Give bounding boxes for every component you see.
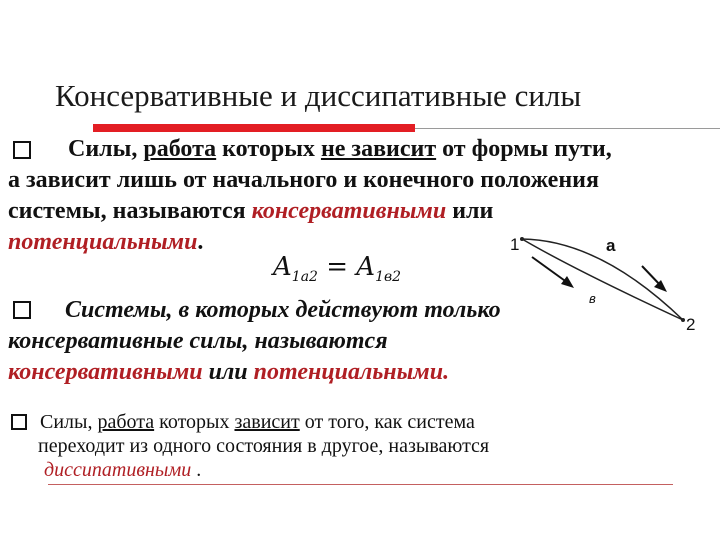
- p3-work: работа: [97, 411, 155, 433]
- p3-text: которых: [154, 411, 235, 433]
- paragraph-dissipative: [38, 410, 489, 482]
- point-2-marker: [681, 318, 685, 322]
- p3-end: .: [191, 459, 202, 481]
- slide-title: Консервативные и диссипативные силы: [55, 78, 582, 113]
- p2-or: или: [202, 359, 254, 385]
- bullet-box-icon: [11, 414, 27, 430]
- term-dissipative: диссипативными: [44, 459, 192, 481]
- formula-lhs-sub: 1a2: [291, 269, 318, 286]
- p1-text: которых: [216, 136, 321, 162]
- path-b-label: в: [589, 291, 596, 306]
- term-potential: потенциальными: [8, 229, 198, 255]
- p1-line-2: а зависит лишь от начального и конечного положения: [8, 167, 599, 193]
- p2-line-2: консервативные силы, называются: [8, 328, 388, 354]
- path-a-curve: [522, 239, 683, 320]
- arrow-b-head: [561, 276, 574, 288]
- paragraph-systems: [8, 295, 501, 388]
- path-b-curve: [522, 239, 683, 320]
- formula-lhs: A: [273, 252, 292, 282]
- formula-rhs-sub: 1в2: [375, 269, 402, 286]
- p1-text: от формы пути,: [436, 136, 612, 162]
- point-1-label: 1: [510, 235, 520, 254]
- p3-line-2: переходит из одного состояния в другое, называются: [38, 435, 490, 457]
- p3-text: Силы,: [40, 411, 98, 433]
- p3-text: от того, как система: [299, 411, 475, 433]
- path-a-label: а: [606, 236, 616, 255]
- p3-depends: зависит: [234, 411, 300, 433]
- p1-not-depends: не зависит: [320, 136, 437, 162]
- term-conservative: консервативными: [251, 198, 447, 224]
- p2-line-1: Системы, в которых действуют только: [65, 297, 501, 323]
- point-1-marker: [520, 237, 524, 241]
- p1-text: системы, называются: [8, 198, 252, 224]
- bottom-rule: [48, 484, 673, 485]
- p1-dot: .: [197, 229, 204, 255]
- term-potential: потенциальными.: [253, 359, 450, 385]
- p1-work: работа: [143, 136, 217, 162]
- p1-text: Силы,: [68, 136, 144, 162]
- point-2-label: 2: [686, 315, 696, 334]
- formula-eq: =: [317, 252, 357, 282]
- formula-rhs: A: [356, 252, 376, 282]
- term-conservative: консервативными: [8, 359, 203, 385]
- p1-text: или: [446, 198, 494, 224]
